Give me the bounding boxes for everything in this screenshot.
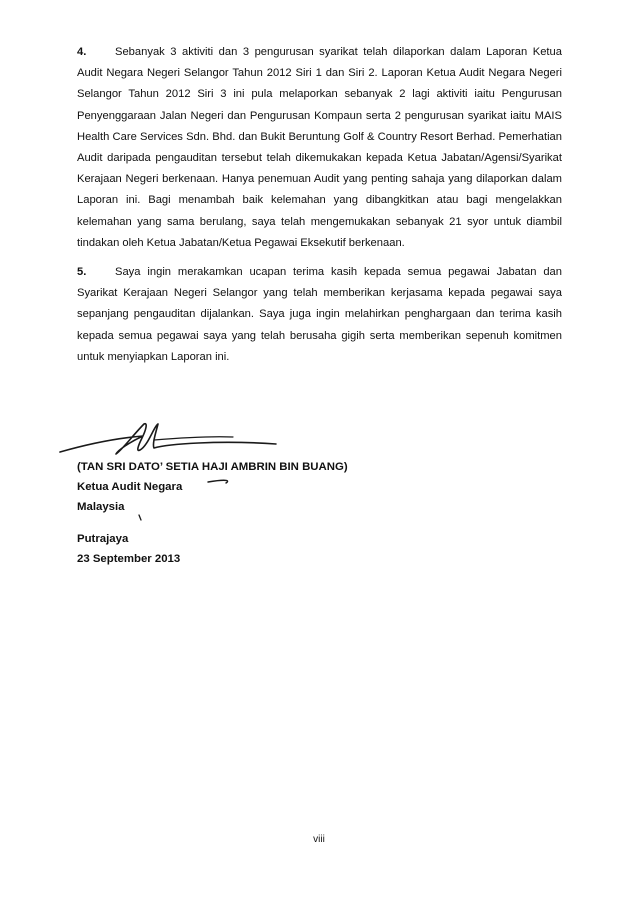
- paragraph-number: 4.: [77, 46, 87, 58]
- place: Putrajaya: [77, 533, 129, 545]
- paragraph-text: Saya ingin merakamkan ucapan terima kasih kepada semua pegawai Jabatan dan Syarikat Kerajaan Negeri Selangor yang telah memberikan kerjasama kepada pegawai saya sepanjang pengauditan dijalankan. Saya juga ingin melahirkan penghargaan dan terima kasih kepada semua pegawai saya yang telah berusaha gigih serta memberikan sepenuh komitmen untuk menyiapkan Laporan ini.: [77, 266, 562, 363]
- paragraph-4: [77, 42, 562, 254]
- signatory-country: Malaysia: [77, 501, 125, 513]
- paragraph-text: Sebanyak 3 aktiviti dan 3 pengurusan syarikat telah dilaporkan dalam Laporan Ketua Audit Negara Negeri Selangor Tahun 2012 Siri 1 dan Siri 2. Laporan Ketua Audit Negara Negeri Selangor Tahun 2012 Siri 3 ini pula melaporkan sebanyak 2 lagi aktiviti iaitu Pengurusan Penyenggaraan Jalan Negeri dan Pengurusan Kompaun serta 2 pengurusan syarikat iaitu MAIS Health Care Services Sdn. Bhd. dan Bukit Beruntung Golf & Country Resort Berhad. Pemerhatian Audit daripada pengauditan tersebut telah dikemukakan kepada Ketua Jabatan/Agensi/Syarikat Kerajaan Negeri berkenaan. Hanya penemuan Audit yang penting sahaja yang dilaporkan dalam Laporan ini. Bagi menambah baik kelemahan yang dibangkitkan atau bagi mengelakkan kelemahan yang sama berulang, saya telah mengemukakan sebanyak 21 syor untuk diambil tindakan oleh Ketua Jabatan/Ketua Pegawai Eksekutif berkenaan.: [77, 46, 562, 249]
- date: 23 September 2013: [77, 553, 181, 565]
- paragraph-number: 5.: [77, 266, 87, 278]
- page-number: viii: [313, 834, 325, 845]
- paragraph-5: [77, 262, 562, 368]
- signatory-title: Ketua Audit Negara: [77, 481, 183, 493]
- signatory-name: (TAN SRI DATO’ SETIA HAJI AMBRIN BIN BUANG): [77, 461, 348, 473]
